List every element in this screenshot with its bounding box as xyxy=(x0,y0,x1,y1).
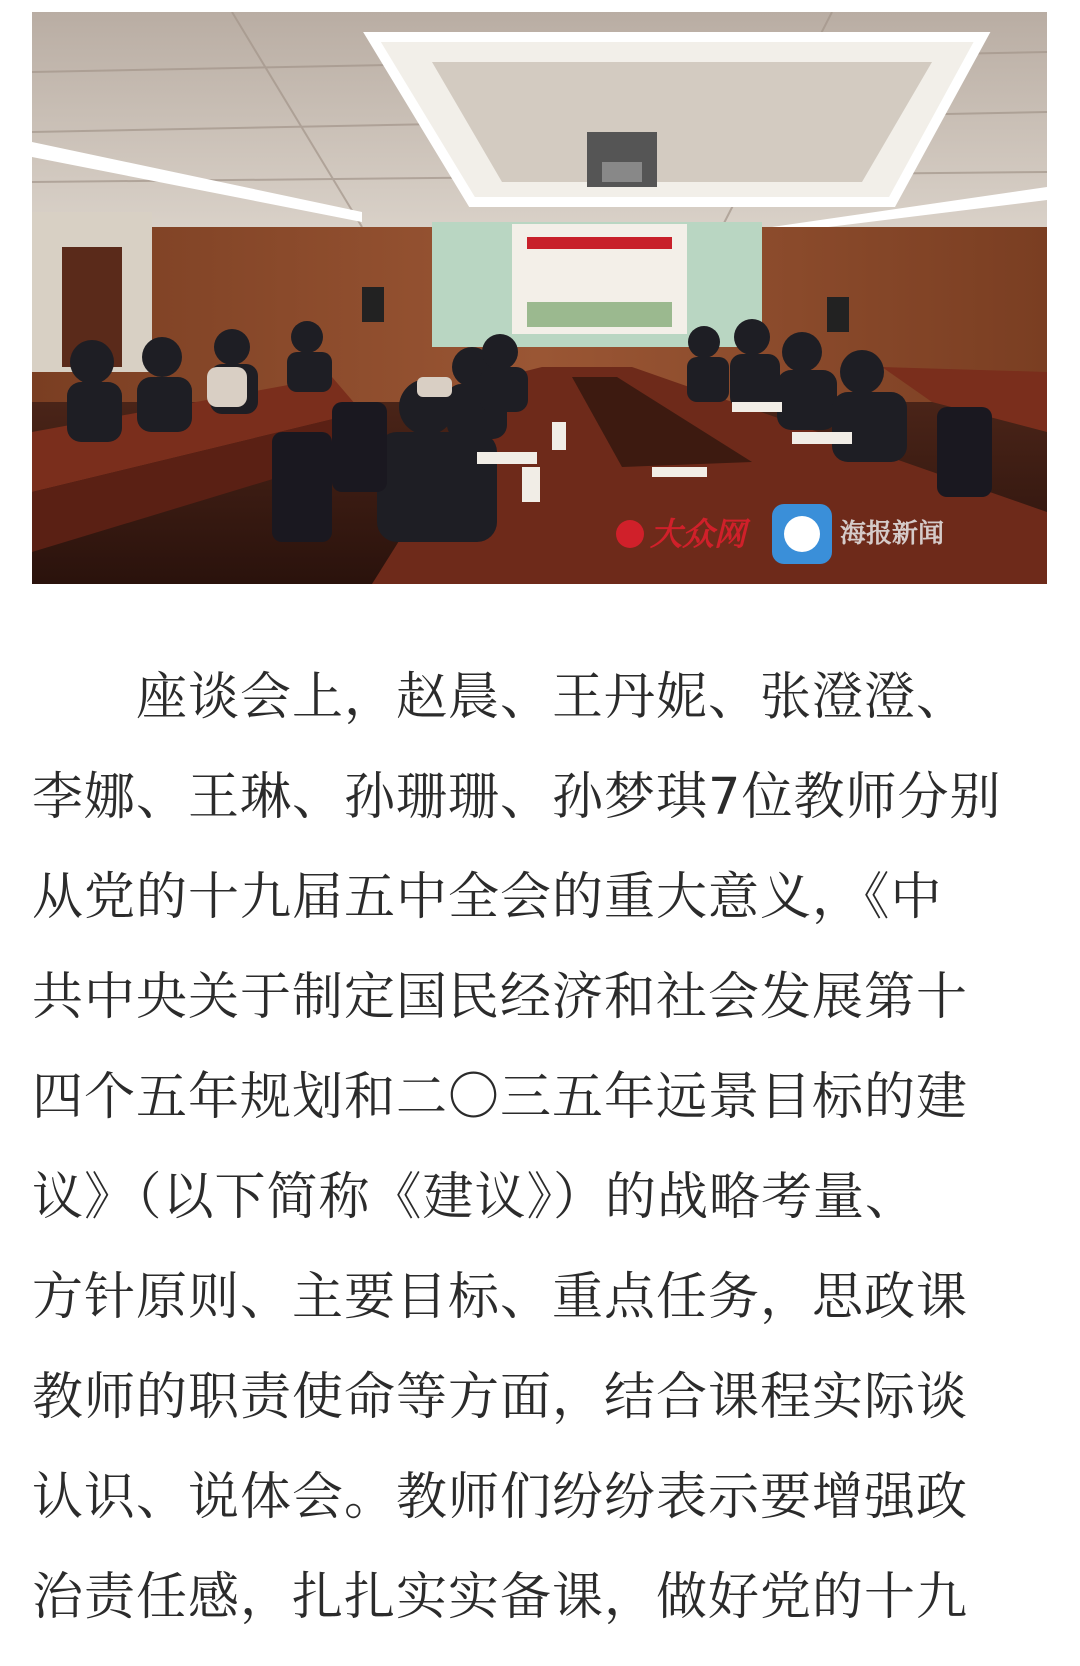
article-paragraph xyxy=(32,648,1048,1648)
article-line-7: 方针原则、主要目标、重点任务，思政课 xyxy=(32,1268,969,1327)
article-line-2: 李娜、王琳、孙珊珊、孙梦琪7位教师分别 xyxy=(32,768,1002,827)
article-line-8: 教师的职责使命等方面，结合课程实际谈 xyxy=(32,1368,969,1427)
watermark-logo-2: 海报新闻 xyxy=(840,519,945,549)
meeting-photo-illustration xyxy=(32,12,1047,584)
article-line-9: 认识、说体会。教师们纷纷表示要增强政 xyxy=(32,1468,969,1527)
meeting-photo xyxy=(32,12,1047,584)
article-line-6: 议》（以下简称《建议》）的战略考量、 xyxy=(32,1168,918,1227)
article-line-4: 共中央关于制定国民经济和社会发展第十 xyxy=(32,968,969,1027)
watermark-logo-1: 大众网 xyxy=(650,515,747,553)
article-line-10: 治责任感，扎扎实实备课，做好党的十九 xyxy=(32,1568,969,1627)
article-line-3: 从党的十九届五中全会的重大意义，《中 xyxy=(32,868,943,927)
article-line-5: 四个五年规划和二〇三五年远景目标的建 xyxy=(32,1068,969,1127)
article-line-1: 座谈会上，赵晨、王丹妮、张澄澄、 xyxy=(136,668,969,727)
